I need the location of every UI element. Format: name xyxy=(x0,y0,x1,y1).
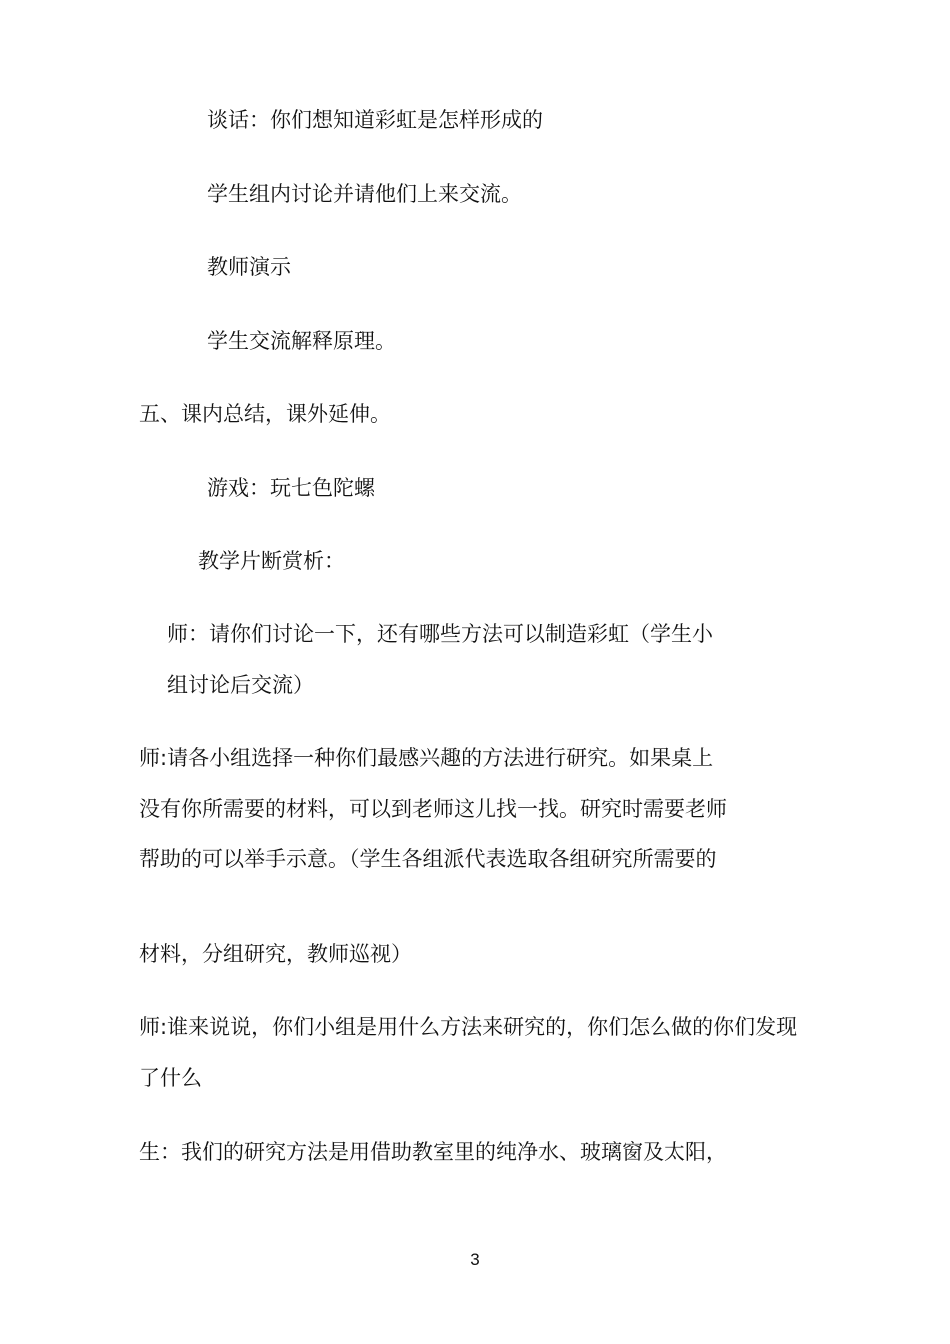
paragraph-line: 学生交流解释原理。 xyxy=(207,329,396,353)
paragraph-line: 没有你所需要的材料，可以到老师这儿找一找。研究时需要老师 xyxy=(139,797,727,821)
paragraph-line: 了什么 xyxy=(139,1066,202,1090)
paragraph-line: 材料，分组研究，教师巡视） xyxy=(139,942,412,966)
section-heading: 五、课内总结，课外延伸。 xyxy=(139,402,391,426)
page-number: 3 xyxy=(470,1250,480,1269)
paragraph-line: 师:请各小组选择一种你们最感兴趣的方法进行研究。如果桌上 xyxy=(139,746,714,770)
paragraph-line: 帮助的可以举手示意。（学生各组派代表选取各组研究所需要的 xyxy=(139,847,717,871)
paragraph-line: 教师演示 xyxy=(207,255,291,279)
paragraph-line: 师:谁来说说，你们小组是用什么方法来研究的，你们怎么做的你们发现 xyxy=(139,1015,798,1039)
paragraph-line: 师：请你们讨论一下，还有哪些方法可以制造彩虹（学生小 xyxy=(167,622,713,646)
paragraph-line: 组讨论后交流） xyxy=(167,673,314,697)
paragraph-line: 游戏：玩七色陀螺 xyxy=(207,476,375,500)
paragraph-line: 学生组内讨论并请他们上来交流。 xyxy=(207,182,522,206)
subsection-heading: 教学片断赏析： xyxy=(198,549,345,573)
paragraph-line: 谈话：你们想知道彩虹是怎样形成的 xyxy=(207,108,543,132)
paragraph-line: 生：我们的研究方法是用借助教室里的纯净水、玻璃窗及太阳， xyxy=(139,1140,727,1164)
